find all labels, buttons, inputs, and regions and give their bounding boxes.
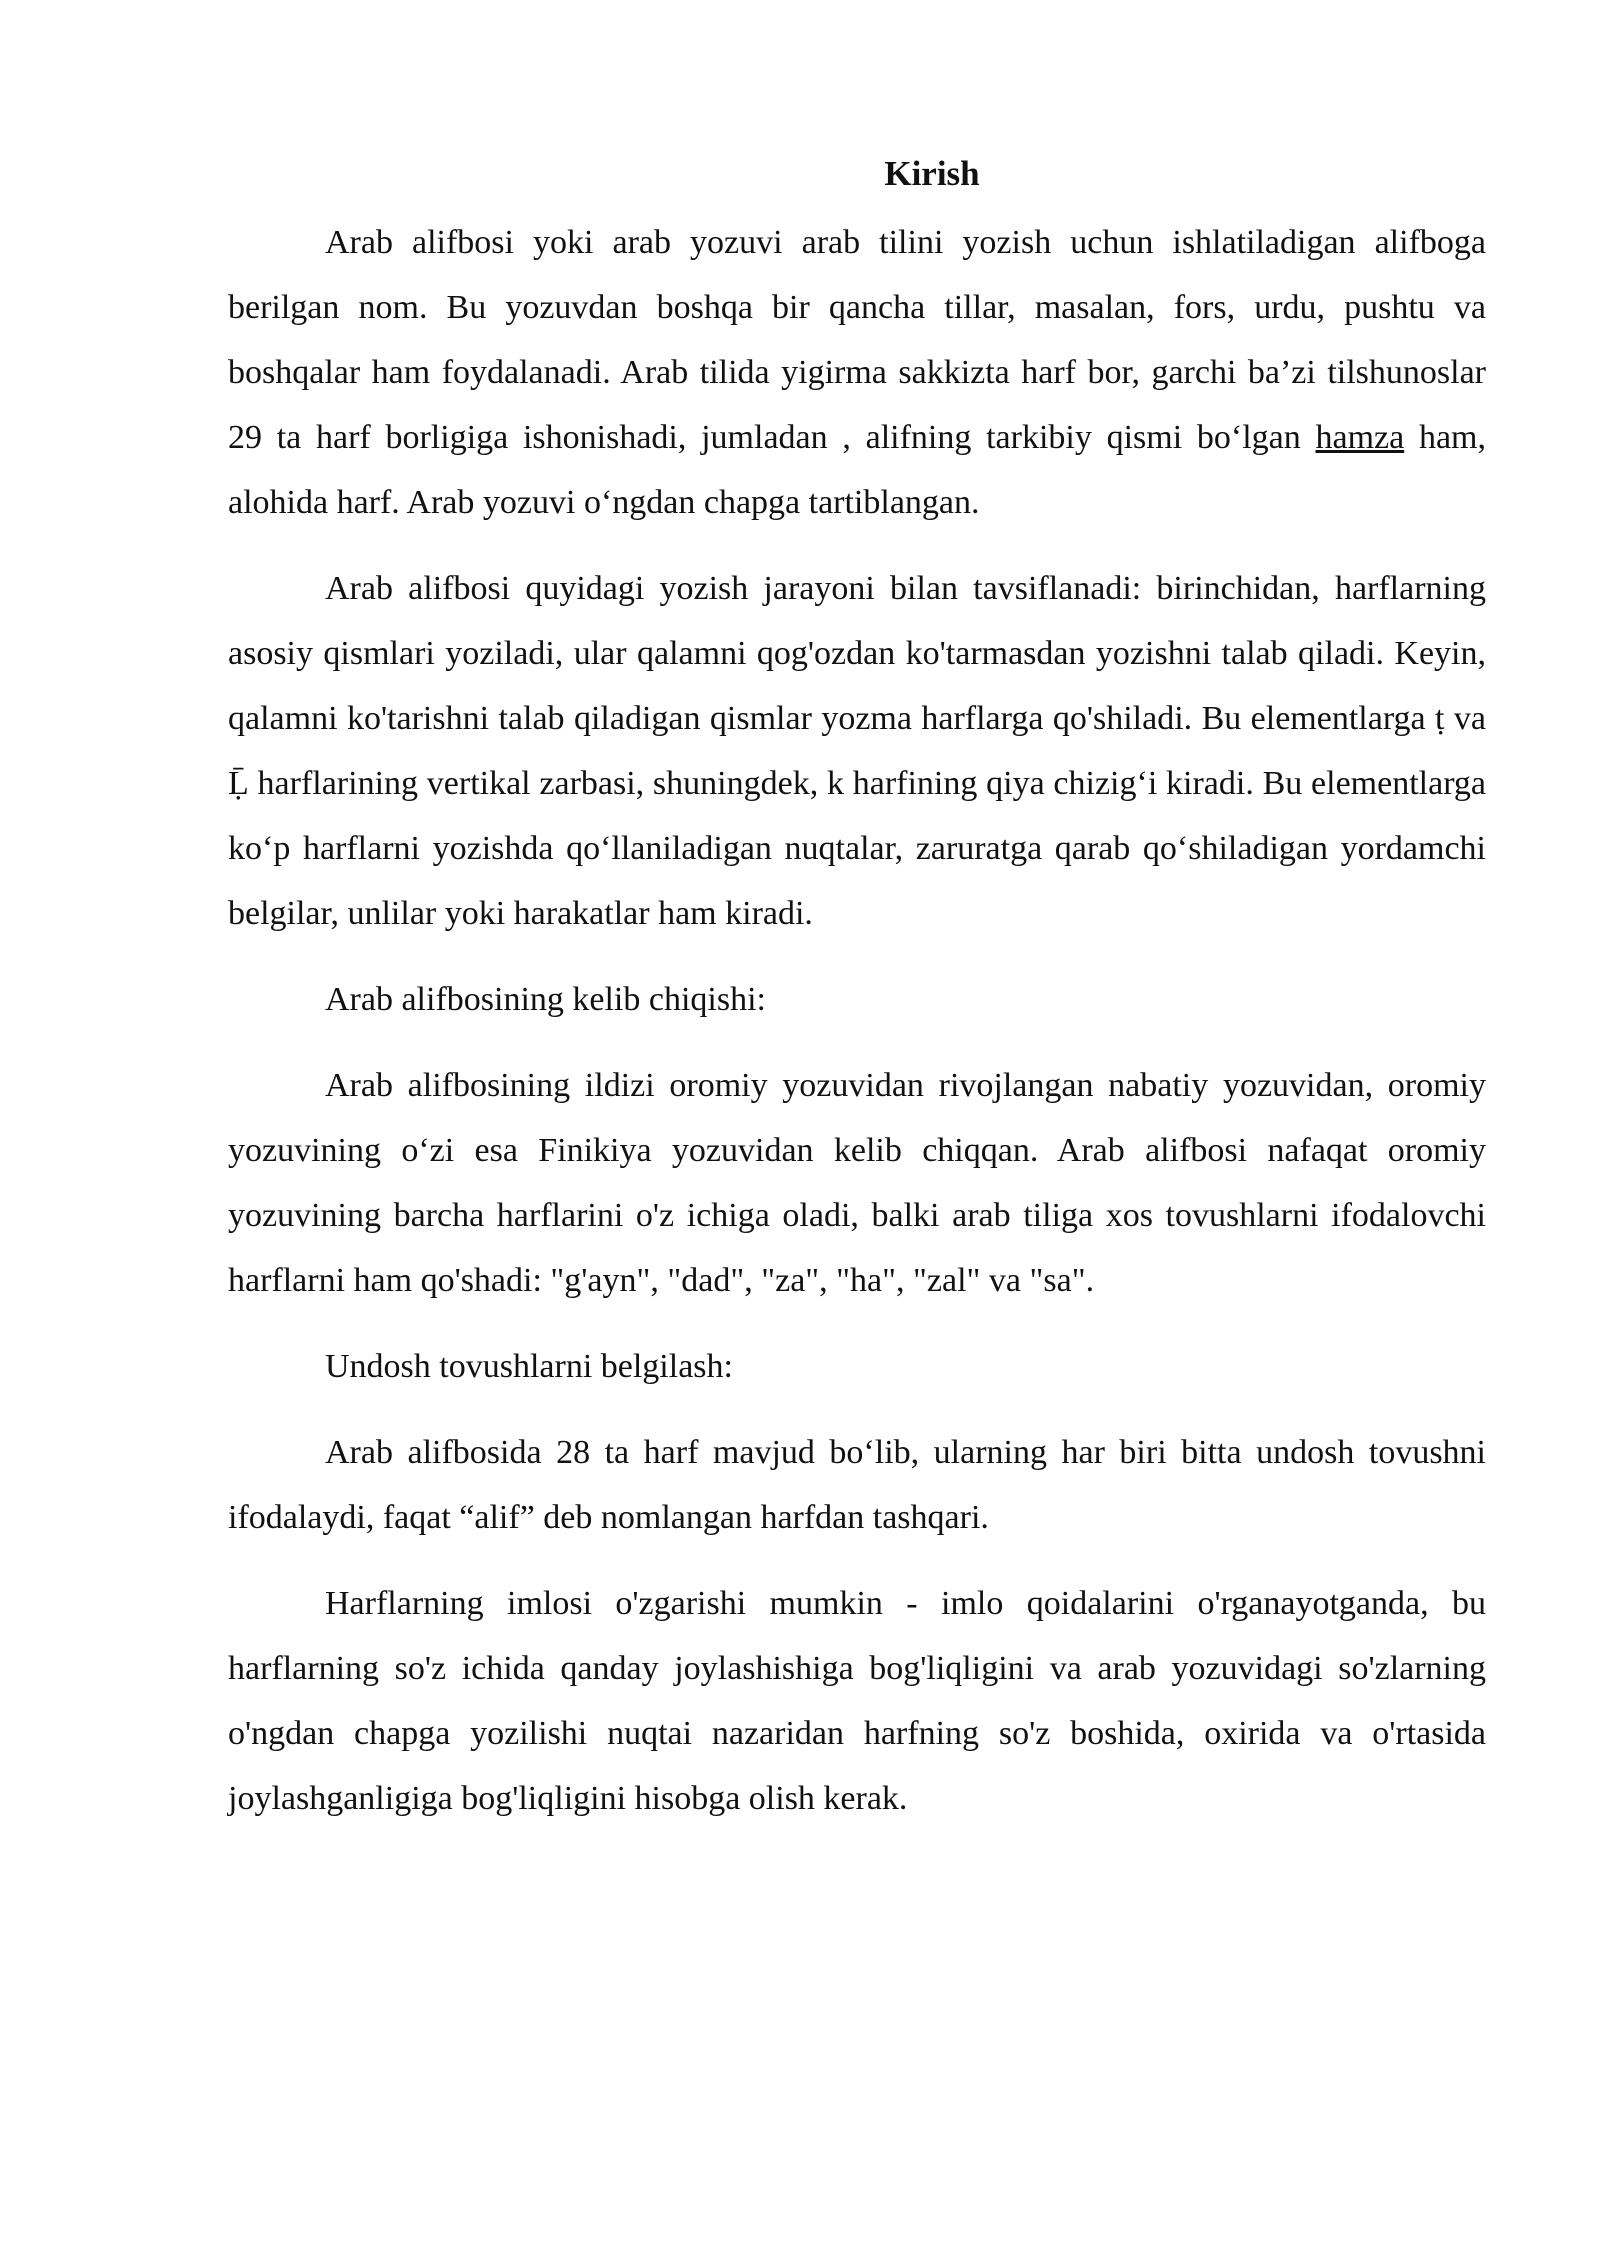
- paragraph-origin: Arab alifbosining ildizi oromiy yozuvidan rivojlangan nabatiy yozuvidan, oromiy yozuvining oʻzi esa Finikiya yozuvidan kelib chiqqan. Arab alifbosi nafaqat oromiy yozuvining barcha harflarini o'z ichiga oladi, balki arab tiliga xos tovushlarni ifodalovchi harflarni ham qo'shadi: "g'ayn", "dad", "za", "ha", "zal" va "sa".: [228, 1067, 1486, 1299]
- paragraph-writing-process: Arab alifbosi quyidagi yozish jarayoni bilan tavsiflanadi: birinchidan, harflarning asosiy qismlari yoziladi, ular qalamni qog'ozdan ko'tarmasdan yozishni talab qiladi. Keyin, qalamni ko'tarishni talab qiladigan qismlar yozma harflarga qo'shiladi. Bu elementlarga ṭ va Ḹ harflarining vertikal zarbasi, shuningdek, k harfining qiya chizigʻi kiradi. Bu elementlarga koʻp harflarni yozishda qoʻllaniladigan nuqtalar, zaruratga qarab qoʻshiladigan yordamchi belgilar, unlilar yoki harakatlar ham kiradi.: [228, 570, 1486, 932]
- hamza-link[interactable]: hamza: [1315, 419, 1405, 456]
- document-page: [228, 146, 1486, 1852]
- paragraph-intro-tail: ham, alohida harf. Arab yozuvi oʻngdan chapga tartiblangan.: [228, 419, 1486, 521]
- page-title: Kirish: [884, 154, 980, 193]
- paragraph-intro: [228, 210, 1486, 535]
- section-heading-consonants: Undosh tovushlarni belgilash:: [325, 1348, 733, 1385]
- paragraph-spelling: Harflarning imlosi o'zgarishi mumkin - imlo qoidalarini o'rganayotganda, bu harflarning so'z ichida qanday joylashishiga bog'liqligini va arab yozuvidagi so'zlarning o'ngdan chapga yozilishi nuqtai nazaridan harfning so'z boshida, oxirida va o'rtasida joylashganligiga bog'liqligini hisobga olish kerak.: [228, 1585, 1486, 1817]
- section-heading-origin: Arab alifbosining kelib chiqishi:: [325, 981, 766, 1018]
- paragraph-consonants: Arab alifbosida 28 ta harf mavjud boʻlib, ularning har biri bitta undosh tovushni ifodalaydi, faqat “alif” deb nomlangan harfdan tashqari.: [228, 1434, 1486, 1536]
- paragraph-intro-text: Arab alifbosi yoki arab yozuvi arab tilini yozish uchun ishlatiladigan alifboga berilgan nom. Bu yozuvdan boshqa bir qancha tillar, masalan, fors, urdu, pushtu va boshqalar ham foydalanadi. Arab tilida yigirma sakkizta harf bor, garchi ba’zi tilshunoslar 29 ta harf borligiga ishonishadi, jumladan , alifning tarkibiy qismi boʻlgan: [228, 224, 1486, 456]
